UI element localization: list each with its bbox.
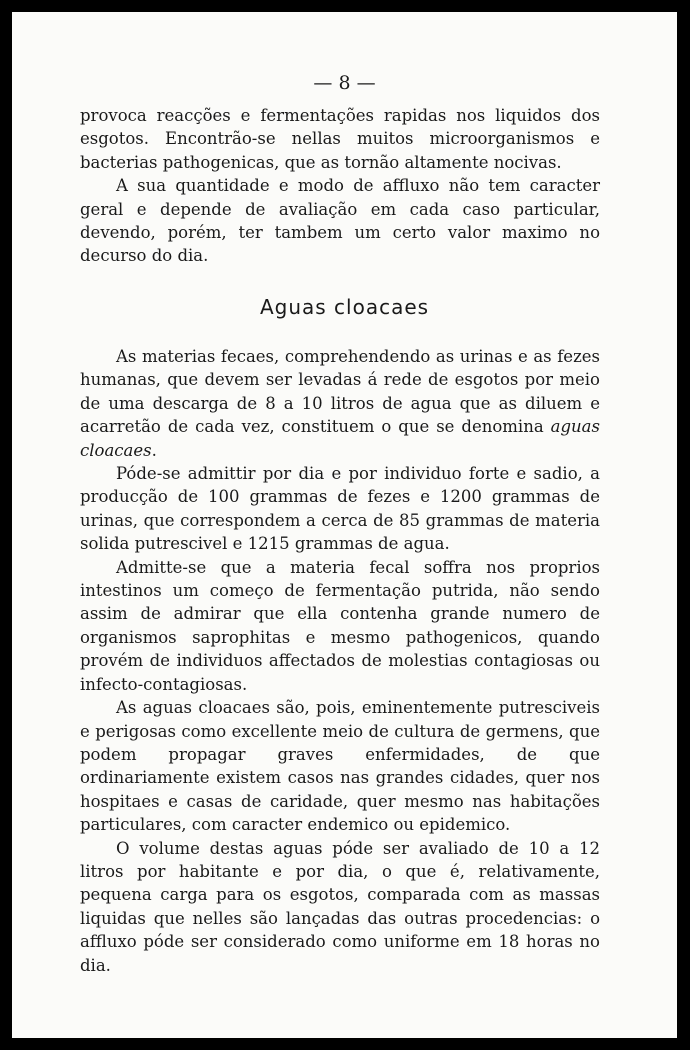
paragraph-text-after: . xyxy=(151,440,157,460)
continued-text-block xyxy=(80,104,600,268)
paragraph-fermentacao: Admitte-se que a materia fecal soffra nos proprios intestinos um começo de fermentação putrida, não sendo assim de admirar que ella contenha grande numero de organismos saprophitas e mesmo pathogenicos, quando provém de individuos affectados de molestias contagiosas ou infecto-contagiosas. xyxy=(80,557,600,694)
paragraph-putresciveis: As aguas cloacaes são, pois, eminentemente putresciveis e perigosas como excellente meio de cultura de germens, que podem propagar graves enfermidades, de que ordinariamente existem casos nas grandes cidades, quer nos hospitaes e casas de caridade, quer mesmo nas habitações particulares, com caracter endemico ou epidemico. xyxy=(80,698,600,835)
section-heading: Aguas cloacaes xyxy=(259,295,430,319)
paragraph-text-before: As materias fecaes, comprehendendo as urinas e as fezes humanas, que devem ser levadas á rede de esgotos por meio de uma descarga de 8 a 10 litros de agua que as diluem e acarretão de cada vez, constituem o que se denomina xyxy=(80,347,600,437)
paragraph-volume: O volume destas aguas póde ser avaliado de 10 a 12 litros por habitante e por dia, o que é, relativamente, pequena carga para os esgotos, comparada com as massas liquidas que nelles são lançadas das outras procedencias: o affluxo póde ser considerado como uniforme em 18 horas no dia. xyxy=(80,838,600,975)
paragraph-continued: provoca reacções e fermentações rapidas nos liquidos dos esgotos. Encontrão-se nellas muitos microorganismos e bacterias pathogenicas, que as tornão altamente nocivas. xyxy=(80,106,600,172)
paragraph-producao: Póde-se admittir por dia e por individuo forte e sadio, a producção de 100 grammas de fezes e 1200 grammas de urinas, que correspondem a cerca de 85 grammas de materia solida putrescivel e 1215 grammas de agua. xyxy=(80,464,600,554)
section-body xyxy=(80,345,600,977)
book-page xyxy=(12,12,677,1038)
paragraph-materias-fecaes xyxy=(80,345,600,462)
paragraph-quantidade: A sua quantidade e modo de affluxo não tem caracter geral e depende de avaliação em cada caso particular, devendo, porém, ter tambem um certo valor maximo no decurso do dia. xyxy=(80,176,600,266)
emphasis-term: aguas cloacaes xyxy=(80,417,600,460)
page-number: — 8 — xyxy=(313,72,376,94)
